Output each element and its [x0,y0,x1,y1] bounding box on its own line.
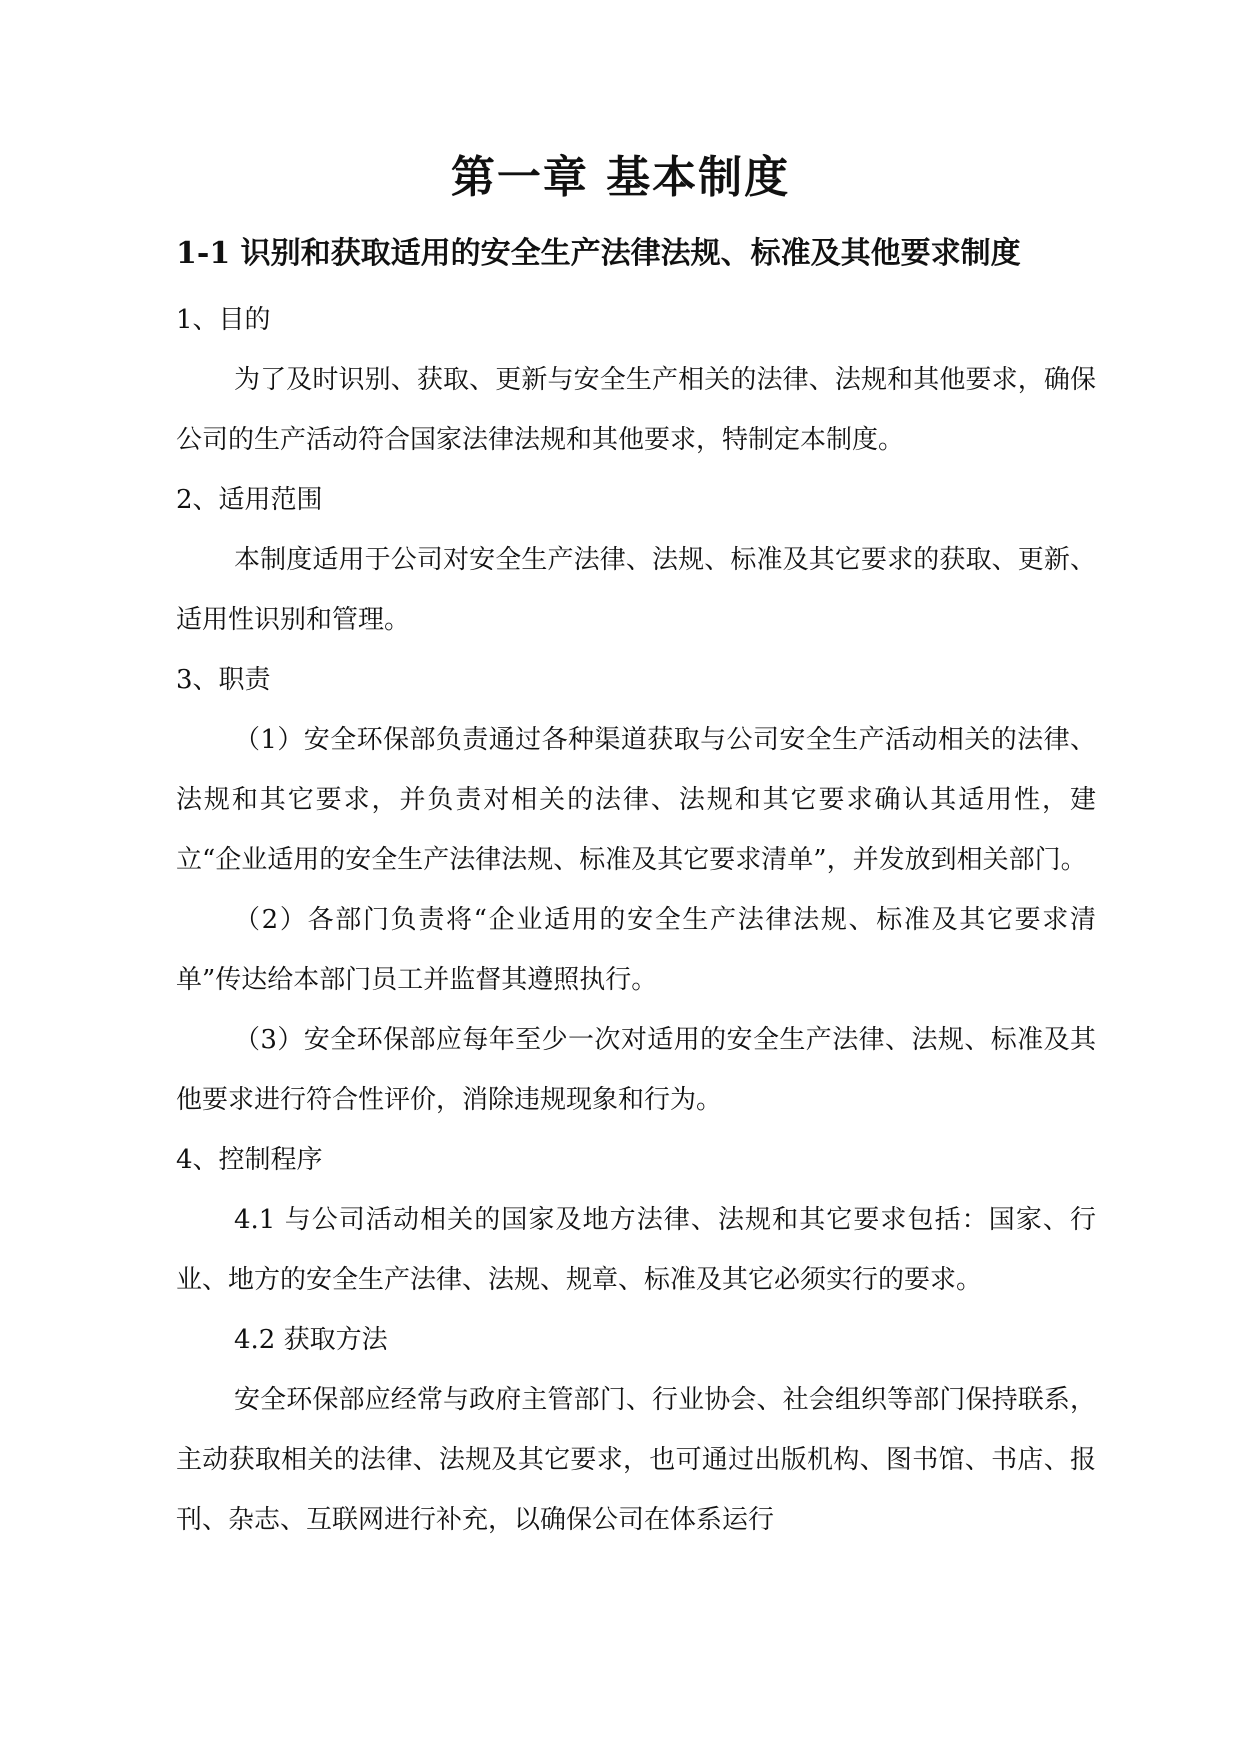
document-body [176,290,1096,1550]
duty-heading: 3、职责 [176,665,271,695]
scope-paragraph: 本制度适用于公司对安全生产法律、法规、标准及其它要求的获取、更新、适用性识别和管理。 [176,545,1096,635]
purpose-paragraph: 为了及时识别、获取、更新与安全生产相关的法律、法规和其他要求，确保公司的生产活动符合国家法律法规和其他要求，特制定本制度。 [176,365,1096,455]
purpose-heading: 1、目的 [176,305,271,335]
control-heading: 4、控制程序 [176,1145,323,1175]
control-item-4-2-paragraph: 安全环保部应经常与政府主管部门、行业协会、社会组织等部门保持联系，主动获取相关的法律、法规及其它要求，也可通过出版机构、图书馆、书店、报刊、杂志、互联网进行补充，以确保公司在体系运行 [176,1385,1096,1535]
duty-item-2: （2）各部门负责将“企业适用的安全生产法律法规、标准及其它要求清单”传达给本部门员工并监督其遵照执行。 [176,905,1096,995]
duty-item-1: （1）安全环保部负责通过各种渠道获取与公司安全生产活动相关的法律、法规和其它要求，并负责对相关的法律、法规和其它要求确认其适用性，建立“企业适用的安全生产法律法规、标准及其它要求清单”，并发放到相关部门。 [176,725,1096,875]
control-item-4-1: 4.1 与公司活动相关的国家及地方法律、法规和其它要求包括：国家、行业、地方的安全生产法律、法规、规章、标准及其它必须实行的要求。 [176,1205,1096,1295]
chapter-title: 第一章 基本制度 [450,152,791,203]
duty-item-3: （3）安全环保部应每年至少一次对适用的安全生产法律、法规、标准及其他要求进行符合性评价，消除违规现象和行为。 [176,1025,1096,1115]
section-title: 1-1 识别和获取适用的安全生产法律法规、标准及其他要求制度 [176,236,1021,271]
scope-heading: 2、适用范围 [176,485,323,515]
control-item-4-2-heading: 4.2 获取方法 [234,1325,388,1355]
